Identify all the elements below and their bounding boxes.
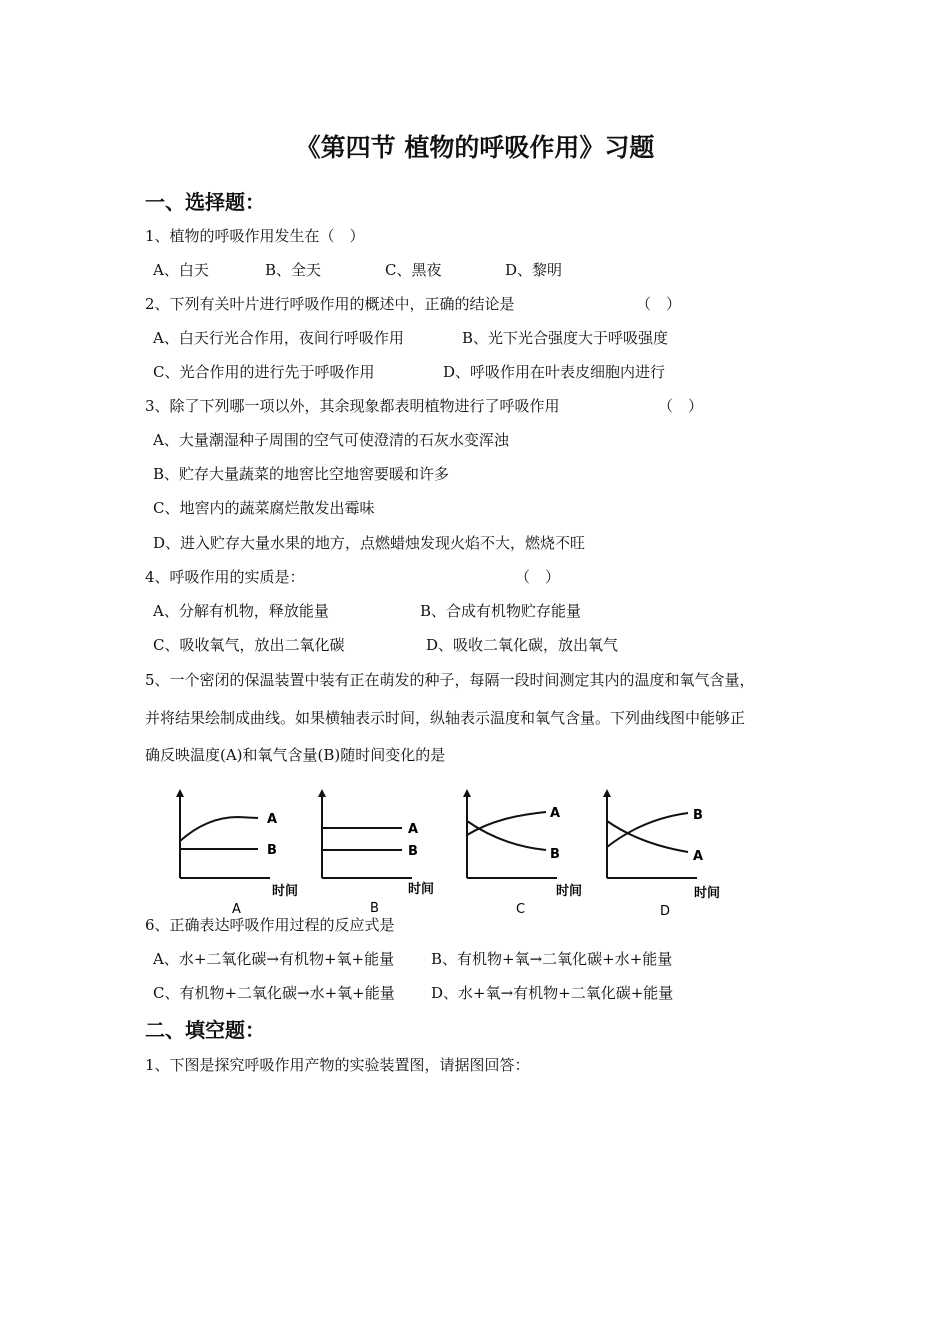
question-3-paren: （ ） xyxy=(658,397,704,415)
question-6-stem: 6、正确表达呼吸作用过程的反应式是 xyxy=(145,916,395,934)
question-4-paren: （ ） xyxy=(515,568,561,586)
option-a: A、白天 xyxy=(153,261,209,279)
option-b: B、全天 xyxy=(265,261,322,279)
graph-a-caption: A xyxy=(232,902,241,917)
graph-a-xlabel: 时间 xyxy=(272,884,299,899)
graph-b xyxy=(318,789,434,916)
question-3-option-a: A、大量潮湿种子周围的空气可使澄清的石灰水变浑浊 xyxy=(153,431,509,449)
option-b: B、合成有机物贮存能量 xyxy=(420,602,582,620)
question-4-stem: 4、呼吸作用的实质是： xyxy=(145,568,305,586)
option-d: D、吸收二氧化碳，放出氧气 xyxy=(426,636,619,654)
question-5-line-3: 确反映温度(A)和氧气含量(B)随时间变化的是 xyxy=(145,746,446,764)
question-5-line-1: 5、一个密闭的保温装置中装有正在萌发的种子，每隔一段时间测定其内的温度和氧气含量， xyxy=(145,671,755,689)
question-3-option-d: D、进入贮存大量水果的地方，点燃蜡烛发现火焰不大，燃烧不旺 xyxy=(153,534,586,552)
option-a: A、分解有机物，释放能量 xyxy=(153,602,329,620)
question-1-stem: 1、植物的呼吸作用发生在（ ） xyxy=(145,227,365,245)
graph-d-label-bottom: A xyxy=(693,849,704,864)
option-c: C、有机物+二氧化碳→水+氧+能量 xyxy=(153,984,395,1002)
graph-d xyxy=(603,789,720,919)
option-c: C、光合作用的进行先于呼吸作用 xyxy=(153,363,375,381)
graph-a-label-top: A xyxy=(267,812,278,827)
question-3-option-c: C、地窖内的蔬菜腐烂散发出霉味 xyxy=(153,499,375,517)
option-c: C、黑夜 xyxy=(385,261,442,279)
option-a: A、水+二氧化碳→有机物+氧+能量 xyxy=(153,950,395,968)
question-3-stem: 3、除了下列哪一项以外，其余现象都表明植物进行了呼吸作用 xyxy=(145,397,560,415)
option-d: D、水+氧→有机物+二氧化碳+能量 xyxy=(431,984,674,1002)
graphs-svg xyxy=(170,785,740,920)
graph-b-label-top: A xyxy=(408,822,419,837)
graph-c-caption: C xyxy=(516,902,526,917)
question-5-graphs-figure xyxy=(170,785,740,924)
graph-a-label-bottom: B xyxy=(267,843,277,858)
question-5-line-2: 并将结果绘制成曲线。如果横轴表示时间，纵轴表示温度和氧气含量。下列曲线图中能够正 xyxy=(145,709,746,727)
question-2-paren: （ ） xyxy=(636,295,682,313)
option-a: A、白天行光合作用，夜间行呼吸作用 xyxy=(153,329,404,347)
option-b: B、有机物+氧→二氧化碳+水+能量 xyxy=(431,950,673,968)
graph-c xyxy=(463,789,582,917)
option-b: B、光下光合强度大于呼吸强度 xyxy=(462,329,669,347)
question-3-option-b: B、贮存大量蔬菜的地窖比空地窖要暖和许多 xyxy=(153,465,450,483)
section-choice-heading: 一、选择题： xyxy=(145,190,265,214)
graph-c-label-bottom: B xyxy=(550,847,560,862)
section-fill-heading: 二、填空题： xyxy=(145,1018,265,1042)
graph-d-caption: D xyxy=(660,904,671,919)
graph-c-xlabel: 时间 xyxy=(556,884,583,899)
graph-c-label-top: A xyxy=(550,806,561,821)
option-d: D、黎明 xyxy=(505,261,563,279)
graph-b-xlabel: 时间 xyxy=(408,882,435,897)
option-c: C、吸收氧气，放出二氧化碳 xyxy=(153,636,345,654)
question-2-stem: 2、下列有关叶片进行呼吸作用的概述中，正确的结论是 xyxy=(145,295,515,313)
graph-d-xlabel: 时间 xyxy=(694,886,721,901)
graph-b-label-bottom: B xyxy=(408,844,418,859)
graph-d-label-top: B xyxy=(693,808,703,823)
page-title: 《第四节 植物的呼吸作用》习题 xyxy=(295,133,655,162)
fill-question-1: 1、下图是探究呼吸作用产物的实验装置图，请据图回答： xyxy=(145,1056,530,1074)
option-d: D、呼吸作用在叶表皮细胞内进行 xyxy=(443,363,666,381)
graph-a xyxy=(176,789,298,917)
graph-b-caption: B xyxy=(370,901,379,916)
